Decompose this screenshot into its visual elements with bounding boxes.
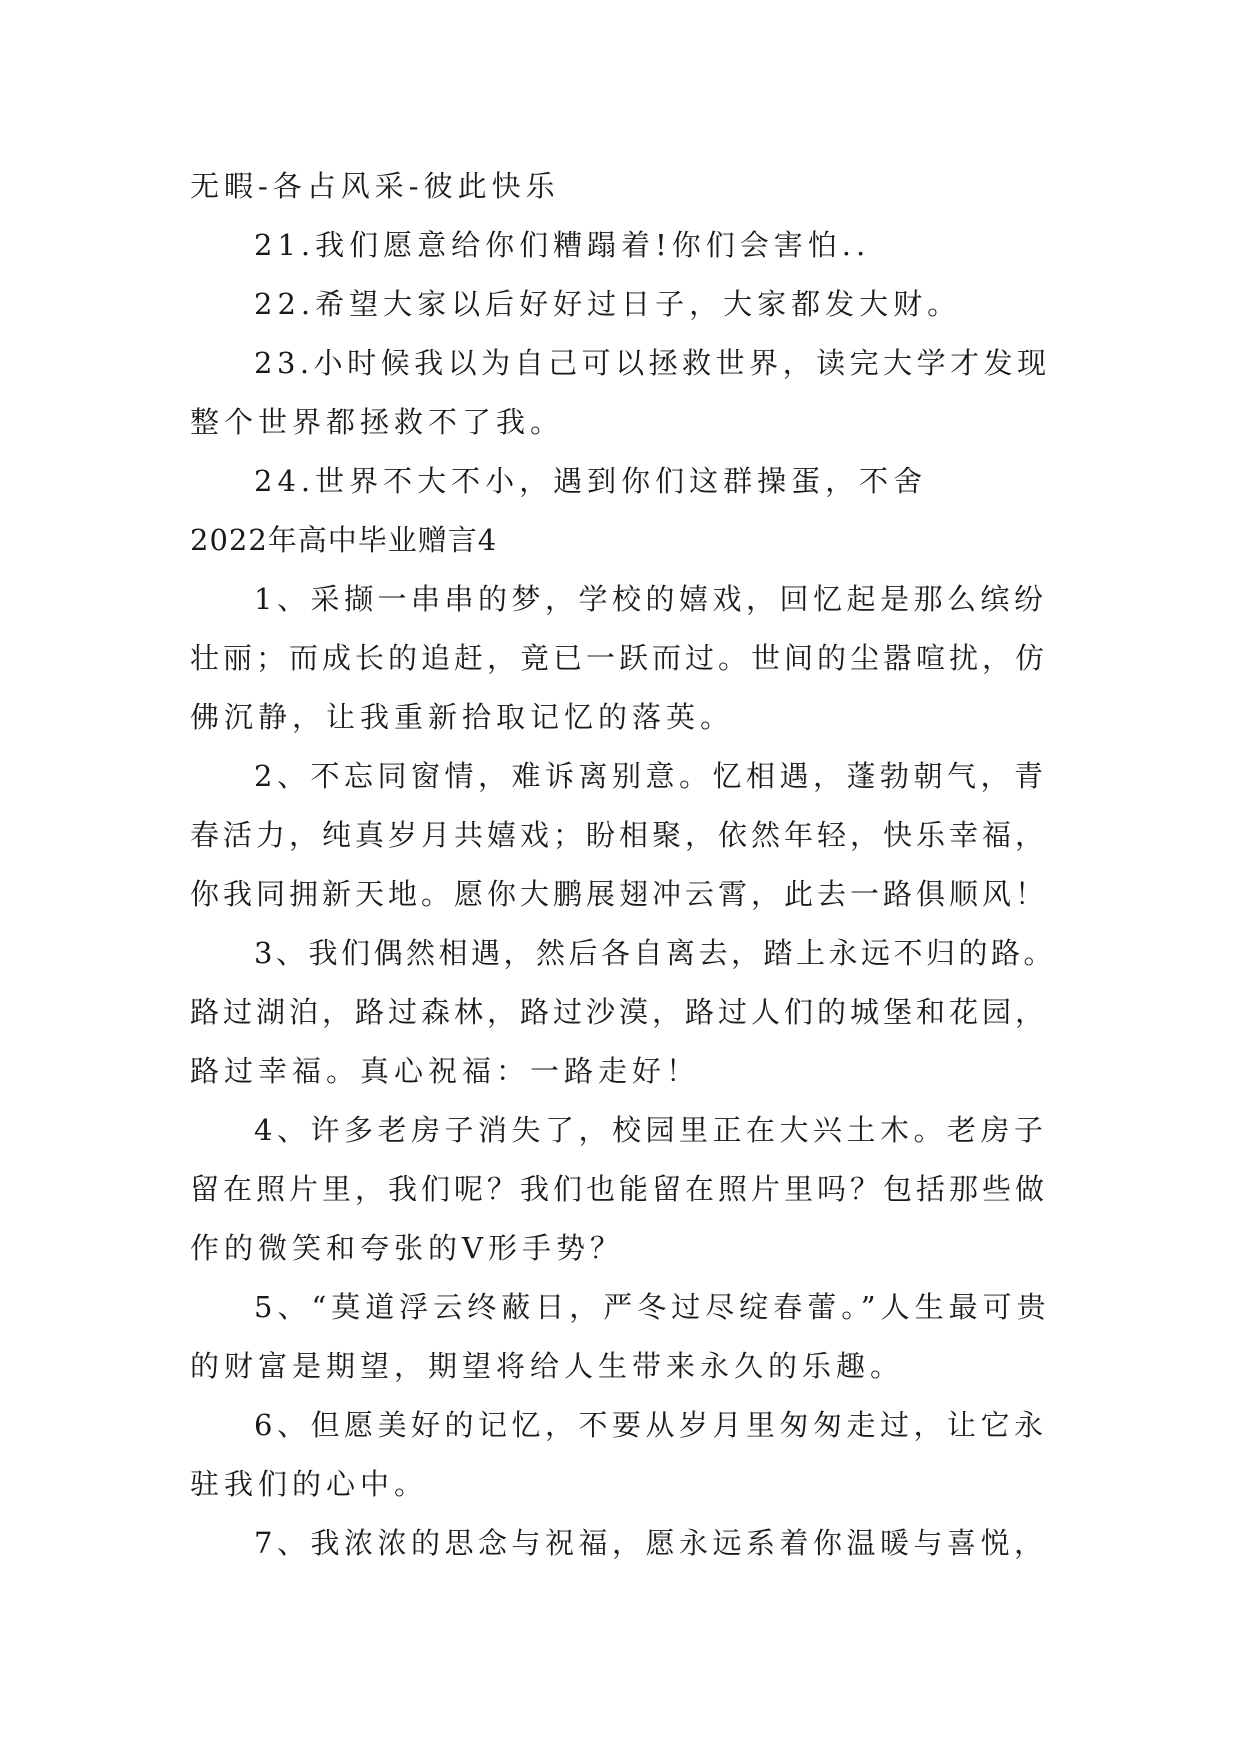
text-line: 整个世界都拯救不了我。 xyxy=(190,405,565,439)
text-line: 路过幸福。真心祝福：一路走好！ xyxy=(190,1054,701,1088)
section-heading: 2022年高中毕业赠言4 xyxy=(190,523,498,557)
text-line: 21.我们愿意给你们糟蹋着!你们会害怕.. xyxy=(254,228,871,262)
text-line: 5、“莫道浮云终蔽日，严冬过尽绽春蕾。”人生最可贵 xyxy=(254,1290,1051,1324)
text-line: 22.希望大家以后好好过日子，大家都发大财。 xyxy=(254,287,962,321)
text-line: 2、不忘同窗情，难诉离别意。忆相遇，蓬勃朝气，青 xyxy=(254,759,1048,793)
text-line: 留在照片里，我们呢？我们也能留在照片里吗？包括那些做 xyxy=(190,1172,1049,1206)
text-line: 壮丽；而成长的追赶，竟已一跃而过。世间的尘嚣喧扰，仿 xyxy=(190,641,1049,675)
text-line: 路过湖泊，路过森林，路过沙漠，路过人们的城堡和花园， xyxy=(190,995,1049,1029)
text-line: 24.世界不大不小，遇到你们这群操蛋，不舍 xyxy=(254,464,928,498)
text-line: 驻我们的心中。 xyxy=(190,1467,429,1501)
text-line: 作的微笑和夸张的V形手势？ xyxy=(190,1231,624,1265)
text-line: 春活力，纯真岁月共嬉戏；盼相聚，依然年轻，快乐幸福， xyxy=(190,818,1049,852)
text-line: 3、我们偶然相遇，然后各自离去，踏上永远不归的路。 xyxy=(254,936,1056,970)
text-line: 你我同拥新天地。愿你大鹏展翅冲云霄，此去一路俱顺风！ xyxy=(190,877,1049,911)
document-body xyxy=(190,157,1058,1573)
text-line: 4、许多老房子消失了，校园里正在大兴土木。老房子 xyxy=(254,1113,1048,1147)
text-line: 佛沉静，让我重新拾取记忆的落英。 xyxy=(190,700,735,734)
text-line: 无暇-各占风采-彼此快乐 xyxy=(190,169,560,203)
text-line: 的财富是期望，期望将给人生带来永久的乐趣。 xyxy=(190,1349,905,1383)
text-line: 7、我浓浓的思念与祝福，愿永远系着你温暖与喜悦， xyxy=(254,1526,1048,1560)
text-line: 23.小时候我以为自己可以拯救世界，读完大学才发现 xyxy=(254,346,1051,380)
text-line: 6、但愿美好的记忆，不要从岁月里匆匆走过，让它永 xyxy=(254,1408,1048,1442)
text-line: 1、采撷一串串的梦，学校的嬉戏，回忆起是那么缤纷 xyxy=(254,582,1048,616)
